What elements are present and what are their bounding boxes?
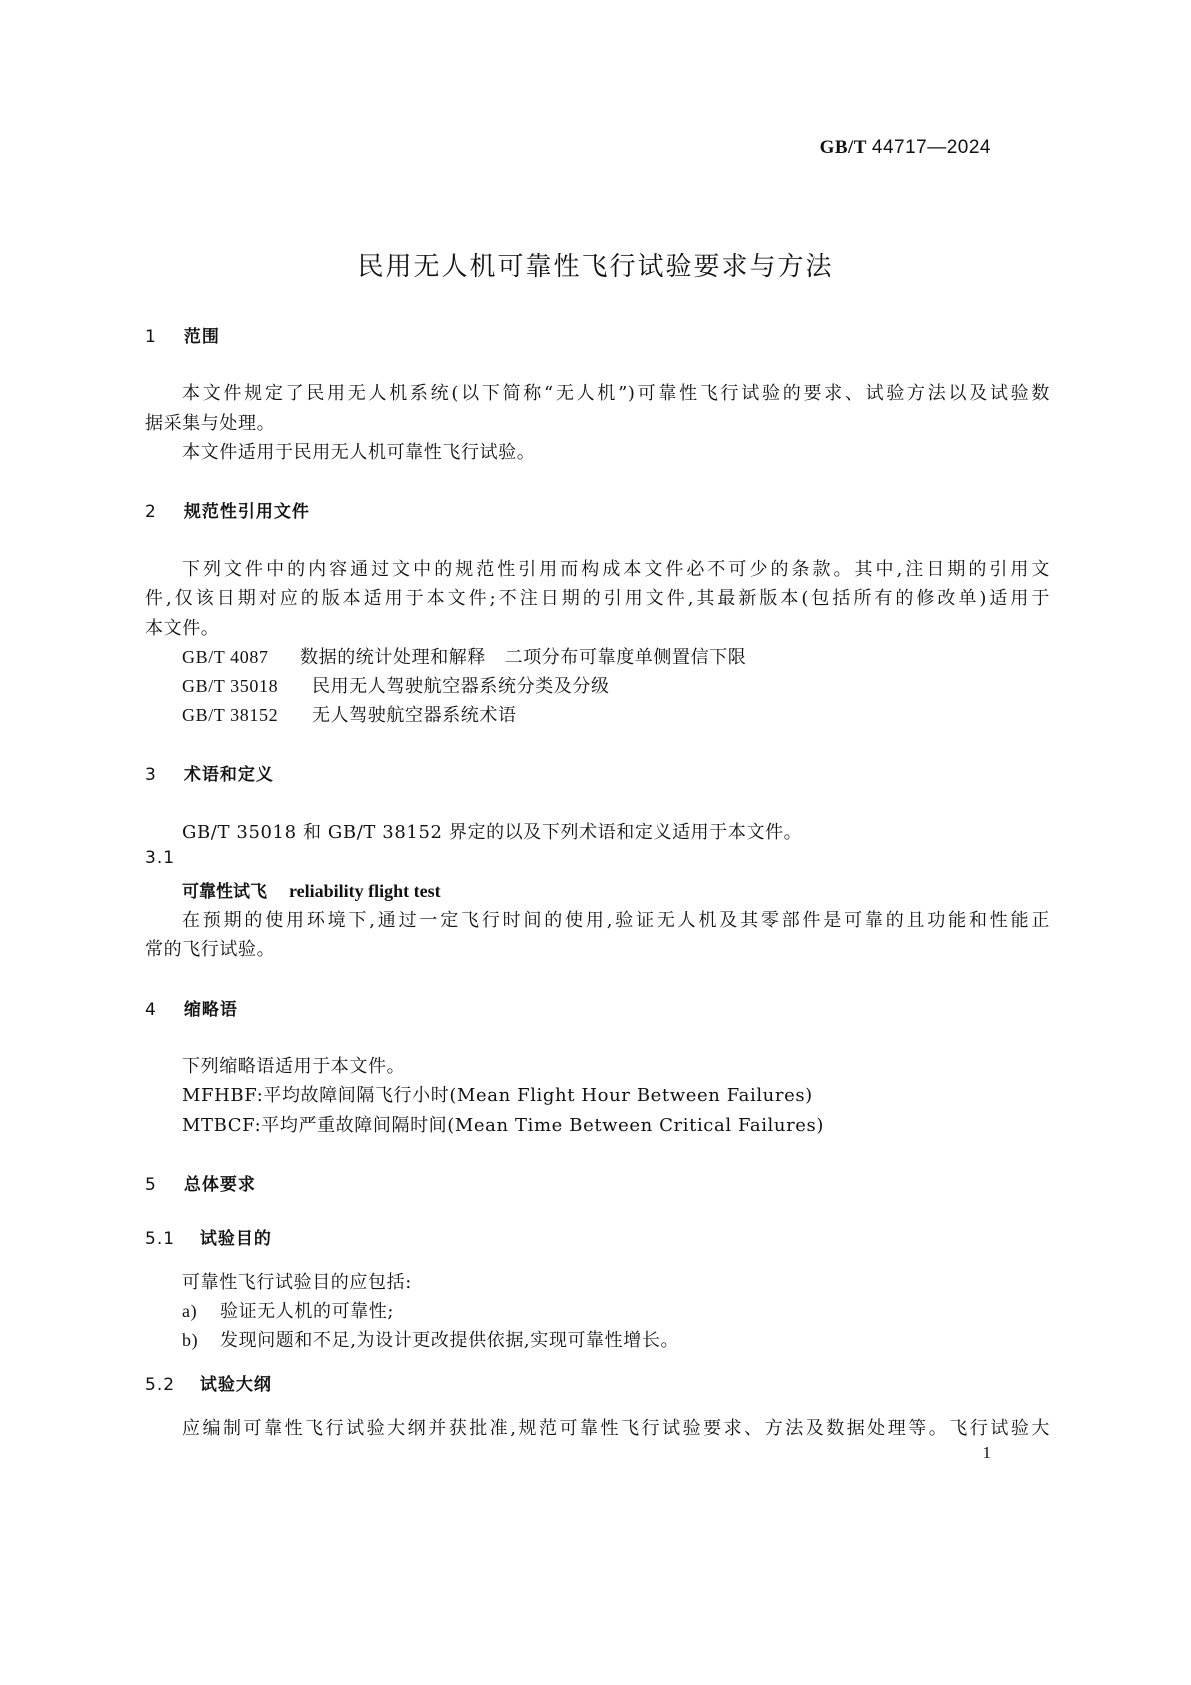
section-4-heading xyxy=(145,995,238,1020)
section-number: 5 xyxy=(145,1175,157,1195)
paragraph-line: 本文件规定了民用无人机系统(以下简称“无人机”)可靠性飞行试验的要求、试验方法以及试验数 xyxy=(182,383,1050,404)
section-number: 1 xyxy=(145,327,157,347)
paragraph-line: 据采集与处理。 xyxy=(145,413,276,434)
standard-code-prefix: GB/T xyxy=(819,137,867,158)
term-number: 3.1 xyxy=(145,848,176,868)
section-number: 5.2 xyxy=(145,1375,176,1395)
section-2-paragraph-line-1 xyxy=(145,555,1050,581)
reference-code: GB/T 35018 xyxy=(182,676,279,696)
section-number: 5.1 xyxy=(145,1229,176,1249)
section-3-paragraph: GB/T 35018 和 GB/T 38152 界定的以及下列术语和定义适用于本文件。 xyxy=(182,822,803,843)
section-5-2-paragraph-line-1 xyxy=(145,1414,1050,1440)
term-chinese: 可靠性试飞 xyxy=(182,882,267,902)
list-item xyxy=(182,1297,394,1323)
section-5-2-heading xyxy=(145,1370,272,1395)
reference-title: 无人驾驶航空器系统术语 xyxy=(312,705,517,726)
section-title: 缩略语 xyxy=(183,1000,238,1020)
section-5-1-intro: 可靠性飞行试验目的应包括: xyxy=(182,1272,412,1293)
reference-item xyxy=(182,643,746,669)
term-definition-line-2: 常的飞行试验。 xyxy=(145,939,276,960)
paragraph-line: 应编制可靠性飞行试验大纲并获批准,规范可靠性飞行试验要求、方法及数据处理等。飞行试验大 xyxy=(182,1418,1050,1439)
section-number: 2 xyxy=(145,502,157,522)
section-title: 总体要求 xyxy=(183,1175,256,1195)
section-5-1-heading xyxy=(145,1224,272,1249)
paragraph-line: 在预期的使用环境下,通过一定飞行时间的使用,验证无人机及其零部件是可靠的且功能和性能正 xyxy=(182,910,1050,931)
standard-code xyxy=(820,137,991,159)
reference-title: 数据的统计处理和解释 二项分布可靠度单侧置信下限 xyxy=(300,647,747,668)
reference-item xyxy=(182,701,517,727)
list-item xyxy=(182,1326,679,1352)
section-title: 范围 xyxy=(183,327,220,347)
section-number: 3 xyxy=(145,765,157,785)
section-1-heading xyxy=(145,322,220,347)
list-text: 验证无人机的可靠性; xyxy=(220,1301,395,1322)
page-number: 1 xyxy=(982,1443,991,1462)
section-2-paragraph-line-2 xyxy=(145,584,1050,610)
paragraph-line: 下列文件中的内容通过文中的规范性引用而构成本文件必不可少的条款。其中,注日期的引用文 xyxy=(182,559,1050,580)
section-4-intro: 下列缩略语适用于本文件。 xyxy=(182,1056,406,1077)
section-3-heading xyxy=(145,760,274,785)
list-marker: b) xyxy=(182,1330,199,1350)
standard-code-number: 44717—2024 xyxy=(871,137,991,158)
paragraph-line: 件,仅该日期对应的版本适用于本文件;不注日期的引用文件,其最新版本(包括所有的修改单)适用于 xyxy=(145,588,1050,609)
abbreviation-mfhbf: MFHBF:平均故障间隔飞行小时(Mean Flight Hour Between Failures) xyxy=(182,1085,813,1106)
section-1-paragraph-1-cont xyxy=(145,409,1050,435)
section-2-paragraph-line-3: 本文件。 xyxy=(145,618,220,639)
reference-code: GB/T 38152 xyxy=(182,705,279,725)
section-title: 试验大纲 xyxy=(199,1375,272,1395)
list-text: 发现问题和不足,为设计更改提供依据,实现可靠性增长。 xyxy=(220,1330,680,1351)
abbreviation-mtbcf: MTBCF:平均严重故障间隔时间(Mean Time Between Critical Failures) xyxy=(182,1115,825,1136)
term-english: reliability flight test xyxy=(289,881,441,901)
section-5-heading xyxy=(145,1170,256,1195)
section-1-paragraph-1 xyxy=(145,379,1050,405)
reference-item xyxy=(182,672,610,698)
reference-code: GB/T 4087 xyxy=(182,647,269,667)
term-heading xyxy=(182,877,441,902)
section-2-heading xyxy=(145,497,310,522)
section-1-paragraph-2: 本文件适用于民用无人机可靠性飞行试验。 xyxy=(182,442,536,463)
section-number: 4 xyxy=(145,1000,157,1020)
section-title: 术语和定义 xyxy=(183,765,274,785)
section-title: 试验目的 xyxy=(199,1229,272,1249)
term-definition-line-1 xyxy=(145,906,1050,932)
section-title: 规范性引用文件 xyxy=(183,502,310,522)
document-title: 民用无人机可靠性飞行试验要求与方法 xyxy=(357,252,834,282)
reference-title: 民用无人驾驶航空器系统分类及分级 xyxy=(312,676,610,697)
list-marker: a) xyxy=(182,1301,198,1321)
